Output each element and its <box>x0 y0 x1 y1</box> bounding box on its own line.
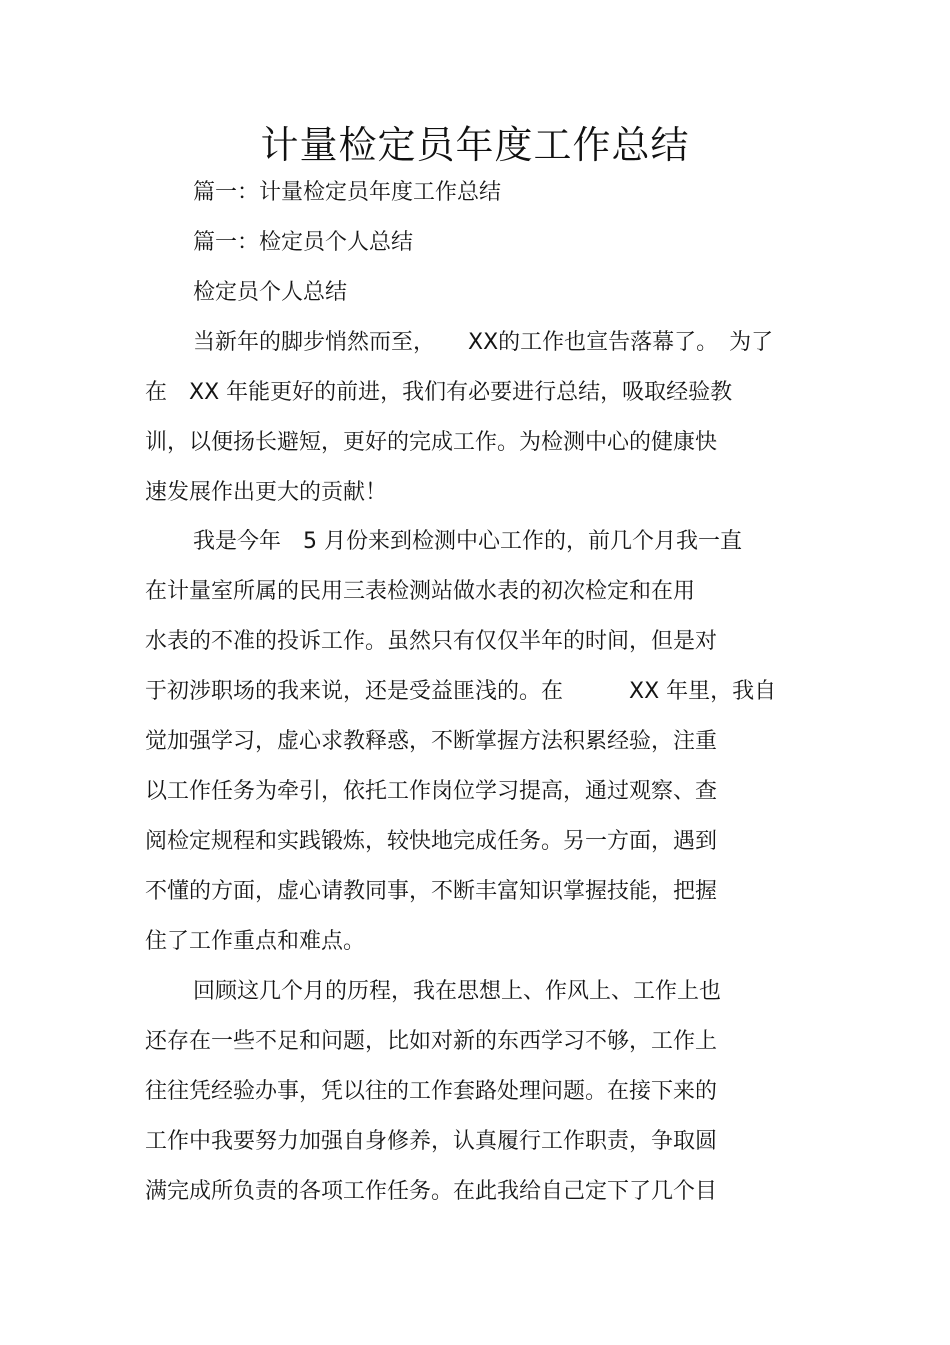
paragraph-line: 以工作任务为牵引，依托工作岗位学习提高，通过观察、查 <box>145 779 718 804</box>
paragraph-line: 阅检定规程和实践锻炼，较快地完成任务。另一方面，遇到 <box>145 829 718 854</box>
paragraph-line: 回顾这几个月的历程，我在思想上、作风上、工作上也 <box>193 979 722 1004</box>
paragraph-line: 速发展作出更大的贡献！ <box>145 480 388 505</box>
paragraph-line: 满完成所负责的各项工作任务。在此我给自己定下了几个目 <box>145 1179 718 1204</box>
paragraph-line: 往往凭经验办事，凭以往的工作套路处理问题。在接下来的 <box>145 1079 718 1104</box>
heading-line: 检定员个人总结 <box>193 280 348 305</box>
paragraph-line: 训，以便扬长避短，更好的完成工作。为检测中心的健康快 <box>145 430 718 455</box>
paragraph-line: 在 XX 年能更好的前进，我们有必要进行总结，吸取经验教 <box>145 380 733 405</box>
paragraph-line: 于初涉职场的我来说，还是受益匪浅的。在 XX 年里，我自 <box>145 679 777 704</box>
paragraph-line: 水表的不准的投诉工作。虽然只有仅仅半年的时间，但是对 <box>145 629 718 654</box>
paragraph-line: 当新年的脚步悄然而至， XX的工作也宣告落幕了。 为了 <box>193 330 774 355</box>
paragraph-line: 我是今年 5 月份来到检测中心工作的，前几个月我一直 <box>193 529 742 554</box>
document-title: 计量检定员年度工作总结 <box>260 123 690 167</box>
paragraph-line: 在计量室所属的民用三表检测站做水表的初次检定和在用 <box>145 579 696 604</box>
heading-line: 篇一：检定员个人总结 <box>193 230 414 255</box>
paragraph-line: 住了工作重点和难点。 <box>145 929 366 954</box>
heading-line: 篇一：计量检定员年度工作总结 <box>193 180 502 205</box>
paragraph-line: 还存在一些不足和问题，比如对新的东西学习不够，工作上 <box>145 1029 718 1054</box>
paragraph-line: 觉加强学习，虚心求教释惑，不断掌握方法积累经验，注重 <box>145 729 718 754</box>
paragraph-line: 不懂的方面，虚心请教同事，不断丰富知识掌握技能，把握 <box>145 879 718 904</box>
paragraph-line: 工作中我要努力加强自身修养，认真履行工作职责，争取圆 <box>145 1129 718 1154</box>
